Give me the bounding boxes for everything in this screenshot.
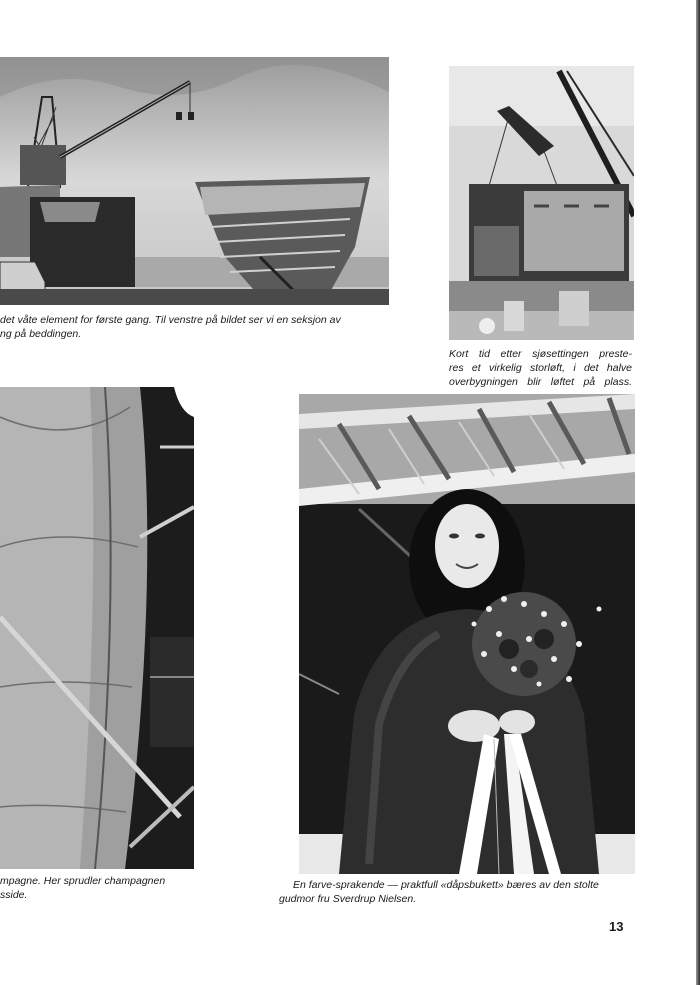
photo-hull-closeup <box>0 387 194 869</box>
photo-shipyard-cranes <box>0 57 389 305</box>
caption-line: overbygningen blir løftet på plass. <box>449 376 632 388</box>
caption-line: sside. <box>0 889 28 901</box>
photo-crane-lift <box>449 66 634 340</box>
page-edge-shadow <box>696 0 700 985</box>
caption-top-right <box>449 347 632 389</box>
caption-line: res et virkelig storløft, i det halve <box>449 362 632 374</box>
caption-line: Kort tid etter sjøsettingen preste- <box>449 348 632 360</box>
caption-bottom-right <box>279 878 599 906</box>
caption-line: ng på beddingen. <box>0 328 82 340</box>
caption-line: En farve-sprakende — praktfull «dåpsbukett» bæres av den stolte <box>293 879 599 891</box>
caption-top-left <box>0 313 341 341</box>
caption-bottom-left <box>0 874 165 902</box>
caption-line: mpagne. Her sprudler champagnen <box>0 875 166 887</box>
caption-line: gudmor fru Sverdrup Nielsen. <box>279 893 417 905</box>
photo-godmother-bouquet <box>299 394 635 874</box>
page-number: 13 <box>609 919 624 934</box>
caption-line: det våte element for første gang. Til venstre på bildet ser vi en seksjon av <box>0 314 341 326</box>
